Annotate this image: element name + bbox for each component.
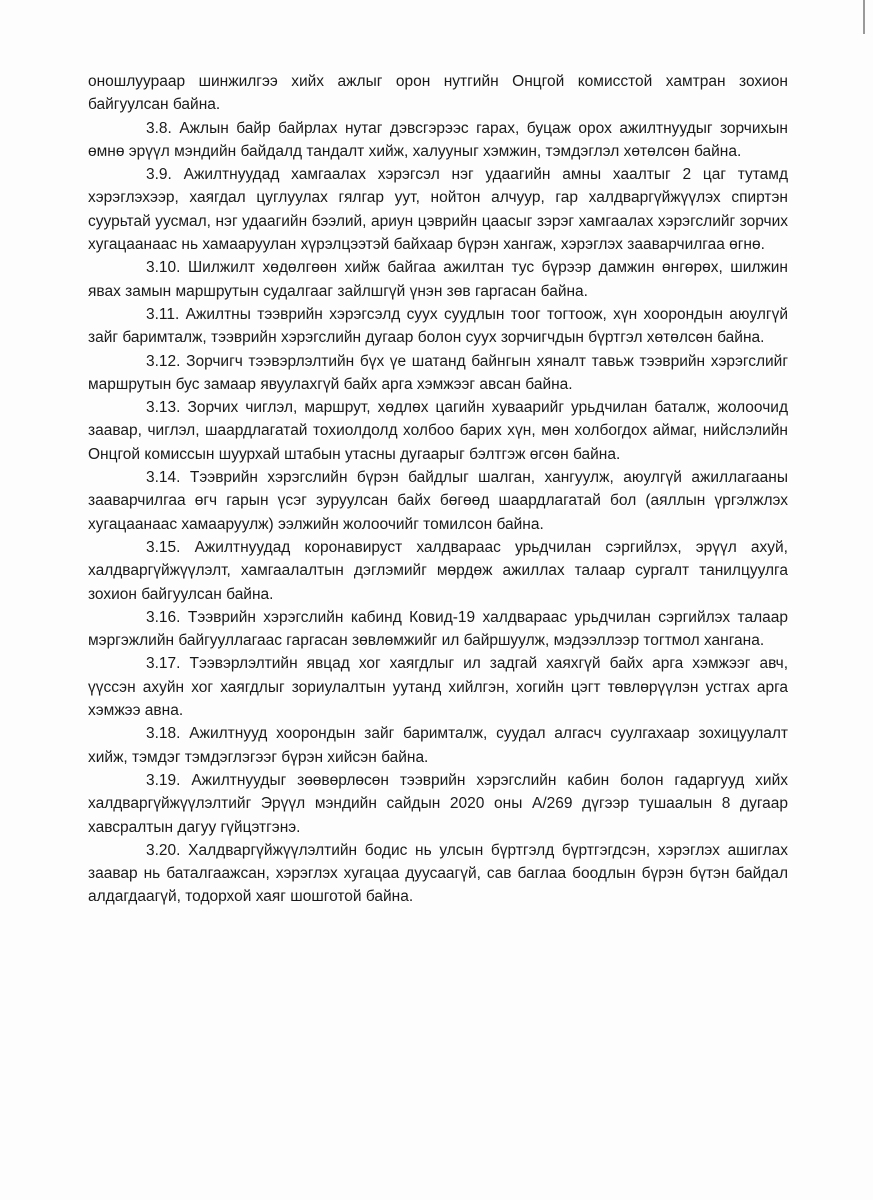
document-body (88, 70, 788, 909)
paragraph-text: Тээврийн хэрэгслийн бүрэн байдлыг шалган, хангуулж, аюулгүй ажиллагааны зааварчилгаа өгч гарын үсэг зуруулсан байх бөгөөд шаардлагатай бол (аяллын үргэлжлэх хугацаанаас хамааруулж) ээлжийн жолоочийг томилсон байна. (88, 469, 788, 533)
paragraph-number: 3.10. (146, 259, 181, 277)
paragraph-3-13 (88, 396, 788, 466)
paragraph-text: Зорчих чиглэл, маршрут, хөдлөх цагийн хуваарийг урьдчилан баталж, жолоочид заавар, чиглэл, шаардлагатай тохиолдолд холбоо барих хүн, мөн холбогдох аймаг, нийслэлийн Онцгой комиссын шуурхай штабын утасны дугаарыг бэлтгэж өгсөн байна. (88, 399, 788, 463)
paragraph-number: 3.13. (146, 399, 181, 417)
paragraph-number: 3.9. (146, 166, 172, 184)
paragraph-text: Тээвэрлэлтийн явцад хог хаягдлыг ил задгай хаяхгүй байх арга хэмжээг авч, үүссэн ахуйн хог хаягдлыг зориулалтын уутанд хийлгэн, хогийн цэгт төвлөрүүлэн устгах арга хэмжээ авна. (88, 655, 788, 720)
paragraph-number: 3.17. (146, 655, 181, 673)
paragraph-text: Ажилтнуудыг зөөвөрлөсөн тээврийн хэрэгслийн кабин болон гадаргууд хийх халдваргүйжүүлэлтийг Эрүүл мэндийн сайдын 2020 оны А/269 дүгээр тушаалын 8 дугаар хавсралтын дагуу гүйцэтгэнэ. (88, 771, 788, 836)
paragraph-text: Ажилтнуудад хамгаалах хэрэгсэл нэг удаагийн амны хаалтыг 2 цаг тутамд хэрэглэхээр, хаягдал цуглуулах гялгар уут, нойтон алчуур, гар халдваргүйжүүлэх спиртэн суурьтай уусмал, нэг удаагийн бээлий, ариун цэврийн цаасыг зэрэг хамгаалах хэрэгслийг зорчих хугацаанаас нь хамааруулан хүрэлцээтэй байхаар бүрэн хангаж, хэрэглэх зааварчилгаа өгнө. (88, 166, 788, 254)
scan-edge-mark (857, 0, 865, 34)
paragraph-text: Тээврийн хэрэгслийн кабинд Ковид-19 халдвараас урьдчилан сэргийлэх талаар мэргэжлийн байгууллагаас гаргасан зөвлөмжийг ил байршуулж, мэдээллээр тогтмол хангана. (88, 608, 788, 650)
paragraph-number: 3.14. (146, 469, 181, 487)
paragraph-3-12 (88, 350, 788, 397)
paragraph-text: Ажилтны тээврийн хэрэгсэлд суух суудлын тоог тогтоож, хүн хоорондын аюулгүй зайг баримталж, тээврийн хэрэгслийн дугаар болон суух зорчигчдын бүртгэл хөтөлсөн байна. (88, 305, 788, 347)
paragraph-3-14 (88, 466, 788, 536)
paragraph-3-9 (88, 163, 788, 256)
paragraph-text: Халдваргүйжүүлэлтийн бодис нь улсын бүртгэлд бүртгэгдсэн, хэрэглэх ашиглах заавар нь баталгаажсан, хэрэглэх хугацаа дуусаагүй, сав баглаа боодлын бүрэн бүтэн байдал алдагдаагүй, тодорхой хаяг шошготой байна. (88, 841, 789, 906)
paragraph-text: Ажилтнуудад коронавируст халдвараас урьдчилан сэргийлэх, эрүүл ахуй, халдваргүйжүүлэлт, хамгаалалтын дэглэмийг мөрдөж ажиллах талаар сургалт танилцуулга зохион байгуулсан байна. (88, 538, 788, 603)
paragraph-3-11 (88, 303, 788, 350)
paragraph-number: 3.18. (146, 725, 181, 743)
paragraph-3-18 (88, 722, 788, 769)
paragraph-number: 3.8. (146, 119, 172, 137)
paragraph-3-19 (88, 769, 788, 839)
paragraph-text: Шилжилт хөдөлгөөн хийж байгаа ажилтан тус бүрээр дамжин өнгөрөх, шилжин явах замын маршрутын судалгааг зайлшгүй үнэн зөв гаргасан байна. (88, 259, 788, 300)
paragraph-number: 3.16. (146, 608, 181, 626)
paragraph-text: оношлуураар шинжилгээ хийх ажлыг орон нутгийн Онцгой комисстой хамтран зохион байгуулсан байна. (88, 73, 788, 114)
paragraph-continued (88, 70, 788, 117)
paragraph-number: 3.15. (146, 538, 181, 556)
paragraph-text: Ажлын байр байрлах нутаг дэвсгэрээс гарах, буцаж орох ажилтнуудыг зорчихын өмнө эрүүл мэндийн байдалд тандалт хийж, халууныг хэмжин, тэмдэглэл хөтөлсөн байна. (88, 119, 788, 160)
paragraph-number: 3.11. (146, 305, 180, 323)
paragraph-number: 3.19. (146, 771, 181, 789)
paragraph-3-20 (88, 839, 788, 909)
paragraph-3-17 (88, 652, 788, 722)
paragraph-3-8 (88, 117, 788, 164)
paragraph-3-15 (88, 536, 788, 606)
paragraph-text: Зорчигч тээвэрлэлтийн бүх үе шатанд байнгын хяналт тавьж тээврийн хэрэгслийг маршрутын бус замаар явуулахгүй байх арга хэмжээг авсан байна. (88, 352, 788, 393)
paragraph-text: Ажилтнууд хоорондын зайг баримталж, суудал алгасч суулгахаар зохицуулалт хийж, тэмдэг тэмдэглэгээг бүрэн хийсэн байна. (88, 725, 789, 766)
paragraph-3-10 (88, 256, 788, 303)
paragraph-3-16 (88, 606, 788, 653)
paragraph-number: 3.20. (146, 841, 181, 859)
paragraph-number: 3.12. (146, 352, 181, 370)
